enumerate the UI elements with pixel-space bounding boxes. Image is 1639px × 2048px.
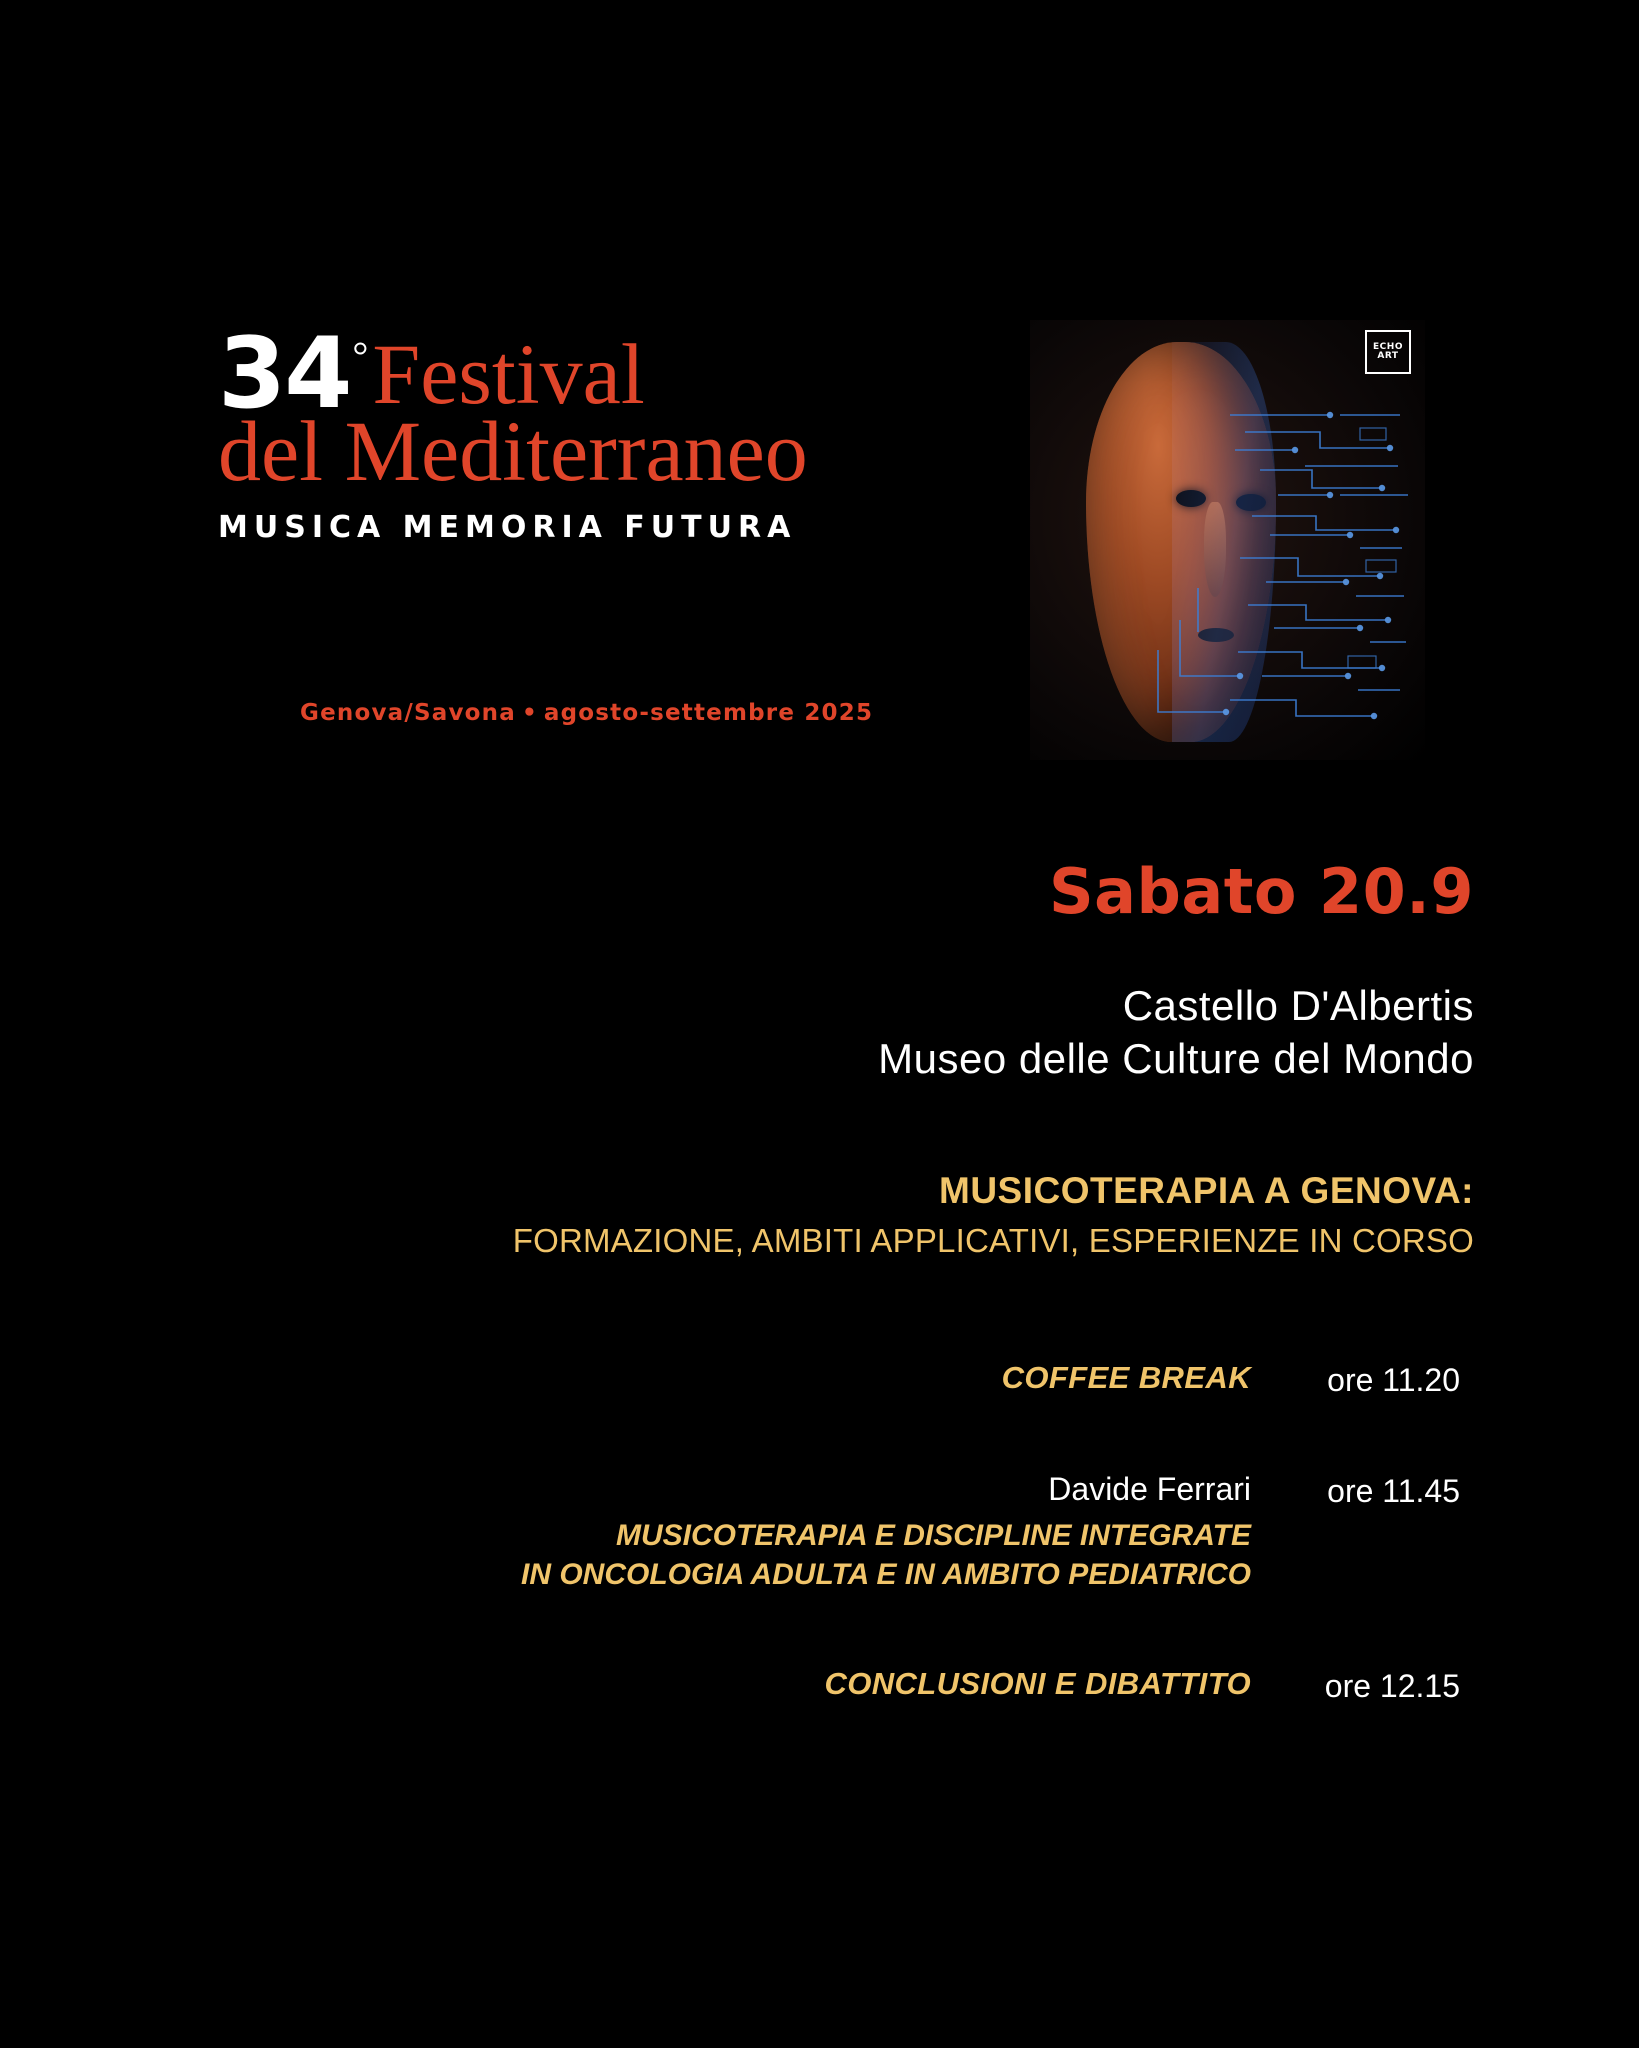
festival-place-dates [300,700,873,726]
program-title-line-1: MUSICOTERAPIA E DISCIPLINE INTEGRATE [615,1519,1251,1552]
festival-dates: agosto-settembre 2025 [543,700,874,726]
program-heading: COFFEE BREAK [1001,1360,1251,1395]
festival-cities: Genova/Savona [300,700,516,726]
venue-line-1: Castello D'Albertis [1122,982,1474,1029]
program-title-line-2: IN ONCOLOGIA ADULTA E IN AMBITO PEDIATRICO [521,1558,1251,1591]
echo-art-badge [1365,330,1411,374]
venue-line-2: Museo delle Culture del Mondo [878,1034,1474,1082]
topic-block [294,1170,1474,1260]
program-row [240,1360,1460,1399]
topic-title: MUSICOTERAPIA A GENOVA: [939,1170,1474,1211]
topic-subtitle: FORMAZIONE, AMBITI APPLICATIVI, ESPERIENZE IN CORSO [512,1222,1474,1259]
echo-art-badge-line2: ART [1377,351,1399,361]
program-list [240,1360,1460,1739]
echo-art-badge-line1: ECHO [1373,341,1403,352]
program-spacer [240,1433,1460,1471]
logo-second-line: del Mediterraneo [218,403,808,500]
program-row-content [240,1666,1295,1702]
mask-artwork [1030,320,1425,760]
program-spacer [240,1628,1460,1666]
logo-tagline: MUSICA MEMORIA FUTURA [218,510,797,546]
program-row-content [240,1360,1295,1396]
degree-symbol: ° [352,333,369,378]
program-time: ore 11.45 [1327,1473,1460,1509]
program-time: ore 12.15 [1324,1668,1460,1704]
festival-logo [218,317,938,546]
program-row [240,1471,1460,1594]
program-speaker: Davide Ferrari [1048,1471,1251,1507]
program-row [240,1666,1460,1705]
program-time: ore 11.20 [1327,1362,1460,1398]
venue-block [878,980,1474,1085]
edition-number: 34 [218,317,351,431]
logo-festival-word: Festival [372,326,645,422]
program-heading: CONCLUSIONI E DIBATTITO [824,1666,1251,1701]
circuit-overlay-icon [1030,320,1425,760]
event-date: Sabato 20.9 [1049,855,1474,928]
program-row-content [240,1471,1295,1594]
separator-bullet: • [521,700,538,726]
